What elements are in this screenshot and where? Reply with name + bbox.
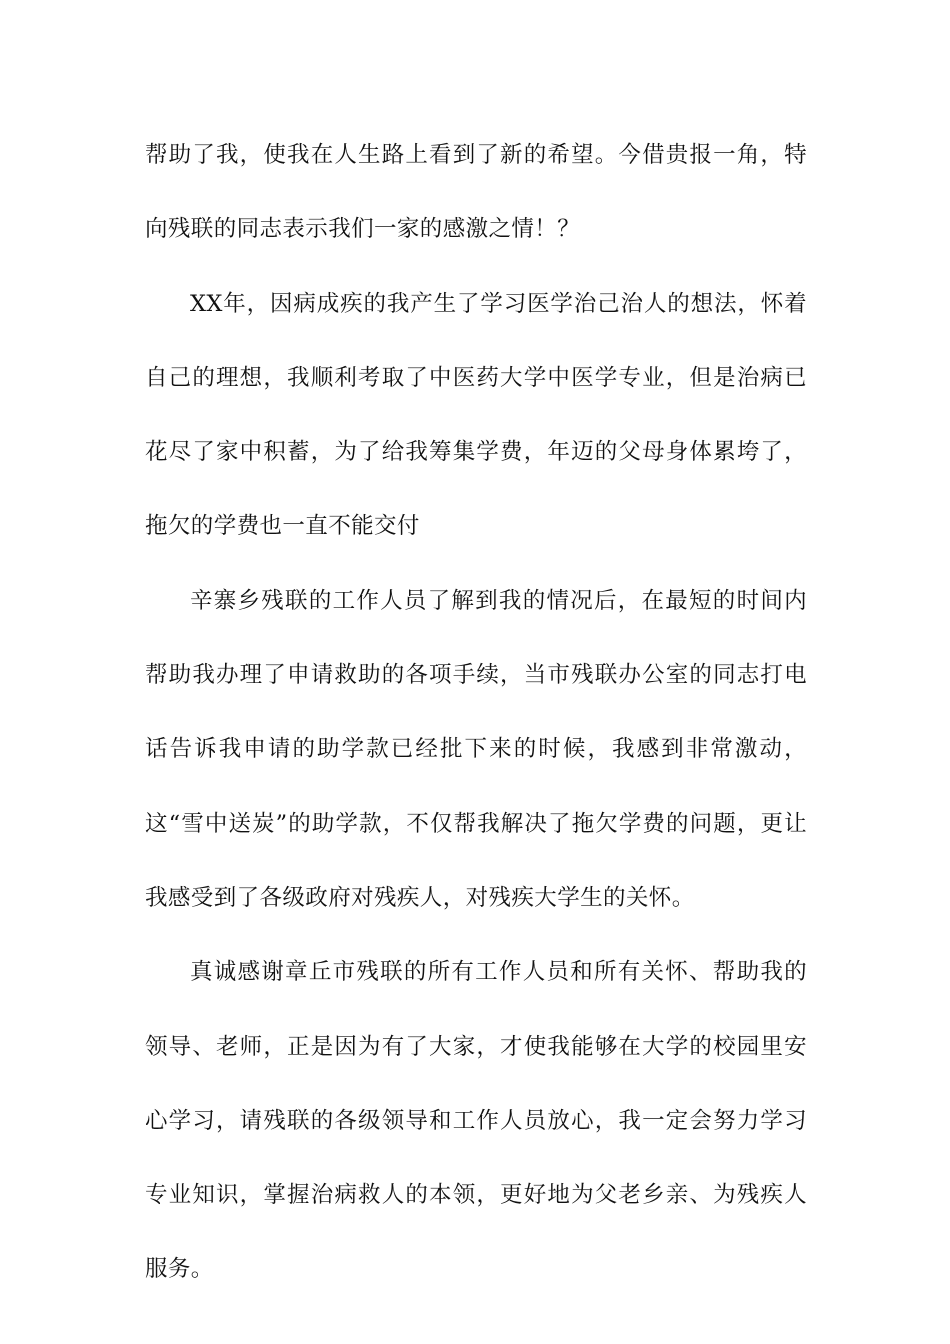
paragraph-1: 帮助了我，使我在人生路上看到了新的希望。今借贵报一角，特向残联的同志表示我们一家的感激之情！？ — [145, 142, 807, 243]
document-body — [145, 118, 807, 1307]
paragraph-4: 真诚感谢章丘市残联的所有工作人员和所有关怀、帮助我的领导、老师，正是因为有了大家，才使我能够在大学的校园里安心学习，请残联的各级领导和工作人员放心，我一定会努力学习专业知识，掌握治病救人的本领，更好地为父老乡亲、为残疾人服务。 — [145, 959, 807, 1283]
paragraph-3: 辛寨乡残联的工作人员了解到我的情况后，在最短的时间内帮助我办理了申请救助的各项手续，当市残联办公室的同志打电话告诉我申请的助学款已经批下来的时候，我感到非常激动，这“雪中送炭”的助学款，不仅帮我解决了拖欠学费的问题，更让我感受到了各级政府对残疾人，对残疾大学生的关怀。 — [145, 587, 807, 911]
paragraph-2: XX年，因病成疾的我产生了学习医学治己治人的想法，怀着自己的理想，我顺利考取了中医药大学中医学专业，但是治病已花尽了家中积蓄，为了给我筹集学费，年迈的父母身体累垮了，拖欠的学费也一直不能交付 — [145, 290, 807, 540]
